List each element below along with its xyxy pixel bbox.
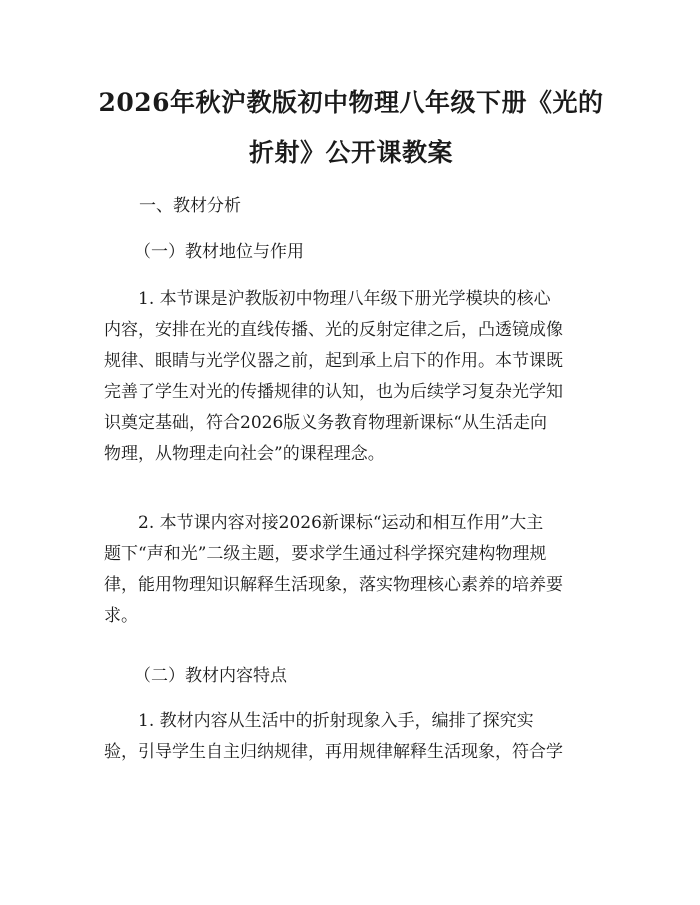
paragraph-1-line: 规律、眼睛与光学仪器之前，起到承上启下的作用。本节课既 [104,351,563,371]
paragraph-2-line: 题下“声和光”二级主题，要求学生通过科学探究建构物理规 [104,544,547,564]
subsection-heading-position-and-role: （一）教材地位与作用 [134,242,304,262]
paragraph-3-line: 1. 教材内容从生活中的折射现象入手，编排了探究实 [138,711,534,731]
paragraph-2-line: 2. 本节课内容对接2026新课标“运动和相互作用”大主 [138,513,544,533]
paragraph-1 [104,284,604,470]
paragraph-3 [104,706,604,768]
paragraph-1-line: 物理，从物理走向社会”的课程理念。 [104,444,385,464]
section-heading-teaching-material-analysis: 一、教材分析 [139,196,241,216]
paragraph-3-line: 验，引导学生自主归纳规律，再用规律解释生活现象，符合学 [104,742,563,762]
paragraph-1-line: 1. 本节课是沪教版初中物理八年级下册光学模块的核心 [138,289,551,309]
paragraph-1-line: 完善了学生对光的传播规律的认知，也为后续学习复杂光学知 [104,382,563,402]
title-line-1: 2026年秋沪教版初中物理八年级下册《光的 [98,88,604,117]
document-title [95,78,607,178]
title-line-2: 折射》公开课教案 [248,138,453,167]
subsection-heading-content-features: （二）教材内容特点 [134,666,287,686]
paragraph-1-line: 识奠定基础，符合2026版义务教育物理新课标“从生活走向 [104,413,547,433]
paragraph-1-line: 内容，安排在光的直线传播、光的反射定律之后，凸透镜成像 [104,320,563,340]
paragraph-2-line: 律，能用物理知识解释生活现象，落实物理核心素养的培养要 [104,575,563,595]
paragraph-2 [104,508,604,632]
paragraph-2-line: 求。 [104,606,138,626]
